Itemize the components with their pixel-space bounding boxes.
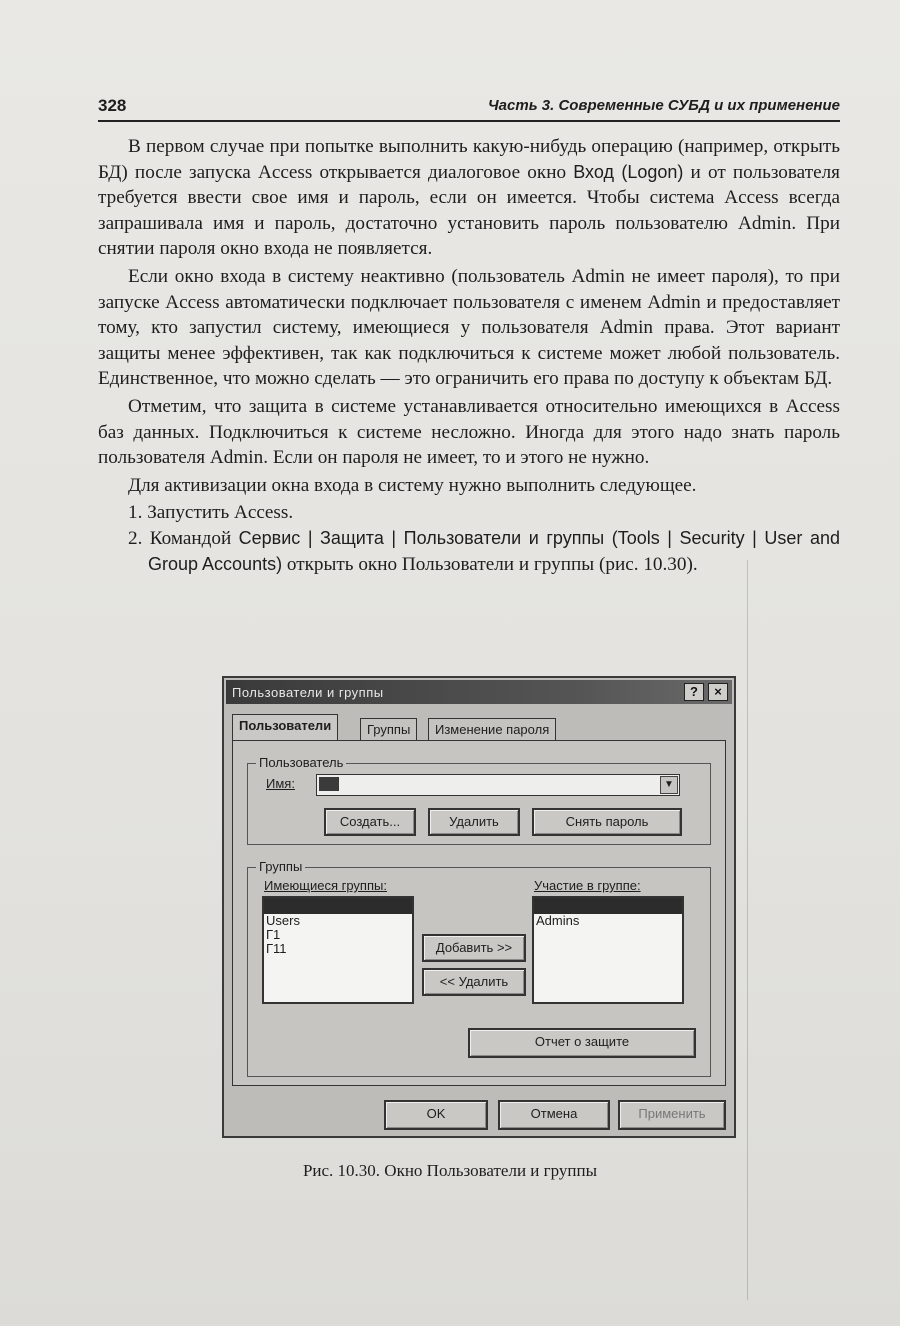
- step-2-text-b: открыть окно Пользователи и группы (рис. 10.30).: [282, 553, 698, 575]
- paragraph-1-text-a: В первом случае при попытке выполнить какую-нибудь операцию (например, открыть БД) после запуска Access открывается диалоговое окно: [98, 136, 840, 183]
- tab-change-password[interactable]: Изменение пароля: [428, 718, 556, 740]
- paragraph-1: [98, 134, 840, 262]
- tab-groups[interactable]: Группы: [360, 718, 417, 740]
- tab-users[interactable]: Пользователи: [232, 714, 338, 742]
- list-item[interactable]: Г1: [266, 927, 281, 942]
- paragraph-3: Отметим, что защита в системе устанавливается относительно имеющихся в Access баз данных. Подключиться к системе несложно. Иногда для этого надо знать пароль пользователя Admin. Если он пароля не имеет, то и этого не нужно.: [98, 395, 840, 469]
- paragraph-1-text-b: и от пользователя требуется ввести свое имя и пароль, если он имеется. Чтобы система Access всегда запрашивала имя и пароль, достаточно установить пароль пользователю Admin. При снятии пароля окно входа не появляется.: [98, 161, 841, 260]
- apply-button[interactable]: Применить: [618, 1100, 726, 1130]
- groups-groupbox-label: Группы: [256, 859, 305, 874]
- scan-fold-line: [747, 560, 748, 1300]
- member-of-label: Участие в группе:: [534, 878, 641, 893]
- page-number: 328: [98, 96, 127, 115]
- cancel-button[interactable]: Отмена: [498, 1100, 610, 1130]
- create-user-button[interactable]: Создать...: [324, 808, 416, 836]
- remove-from-group-button[interactable]: << Удалить: [422, 968, 526, 996]
- available-groups-list[interactable]: [262, 896, 414, 1004]
- user-groupbox-label: Пользователь: [256, 755, 346, 770]
- delete-user-button[interactable]: Удалить: [428, 808, 520, 836]
- paragraph-4: Для активизации окна входа в систему нужно выполнить следующее.: [128, 474, 697, 496]
- name-combobox[interactable]: [316, 774, 680, 796]
- chevron-down-icon[interactable]: ▼: [660, 776, 678, 794]
- steps-list: [128, 500, 840, 577]
- help-button[interactable]: ?: [684, 683, 704, 701]
- list-item[interactable]: Admins: [536, 913, 580, 928]
- security-report-button[interactable]: Отчет о защите: [468, 1028, 696, 1058]
- member-of-selected-row[interactable]: [534, 898, 682, 914]
- tab-panel-users: [232, 740, 726, 1086]
- body-text: [98, 134, 840, 577]
- groups-groupbox: [247, 859, 711, 1077]
- add-to-group-button[interactable]: Добавить >>: [422, 934, 526, 962]
- page-header: [98, 92, 840, 122]
- dialog-titlebar: [226, 680, 732, 704]
- figure-caption: Рис. 10.30. Окно Пользователи и группы: [302, 1161, 598, 1180]
- list-item[interactable]: Г11: [266, 941, 287, 956]
- available-groups-label: Имеющиеся группы:: [264, 878, 387, 893]
- dialog-title: Пользователи и группы: [232, 685, 384, 700]
- ok-button[interactable]: OK: [384, 1100, 488, 1130]
- menu-command-path: Сервис | Защита | Пользователи и группы (Tools | Security | User and Group Accounts): [148, 527, 840, 574]
- paragraph-2: Если окно входа в систему неактивно (пользователь Admin не имеет пароля), то при запуске Access автоматически подключает пользователя с именем Admin и предоставляет тому, кто запустил систему, имеющиеся у пользователя Admin права. Этот вариант защиты менее эффективен, так как подключиться к системе может любой пользователь. Единственное, что можно сделать — это ограничить его права по доступу к объектам БД.: [98, 265, 840, 390]
- users-groups-dialog: [222, 676, 736, 1138]
- member-of-list[interactable]: [532, 896, 684, 1004]
- name-combobox-value: [319, 777, 339, 791]
- clear-password-button[interactable]: Снять пароль: [532, 808, 682, 836]
- user-groupbox: [247, 755, 711, 845]
- running-head: Часть 3. Современные СУБД и их применение: [488, 97, 840, 114]
- step-1: 1. Запустить Access.: [128, 502, 294, 524]
- list-item[interactable]: Users: [266, 913, 300, 928]
- step-2: [128, 526, 840, 577]
- close-button[interactable]: ×: [708, 683, 728, 701]
- name-label: Имя:: [266, 776, 295, 791]
- available-groups-selected-row[interactable]: [264, 898, 412, 914]
- step-2-text-a: 2. Командой: [128, 527, 239, 549]
- logon-window-name: Вход (Logon): [573, 161, 684, 182]
